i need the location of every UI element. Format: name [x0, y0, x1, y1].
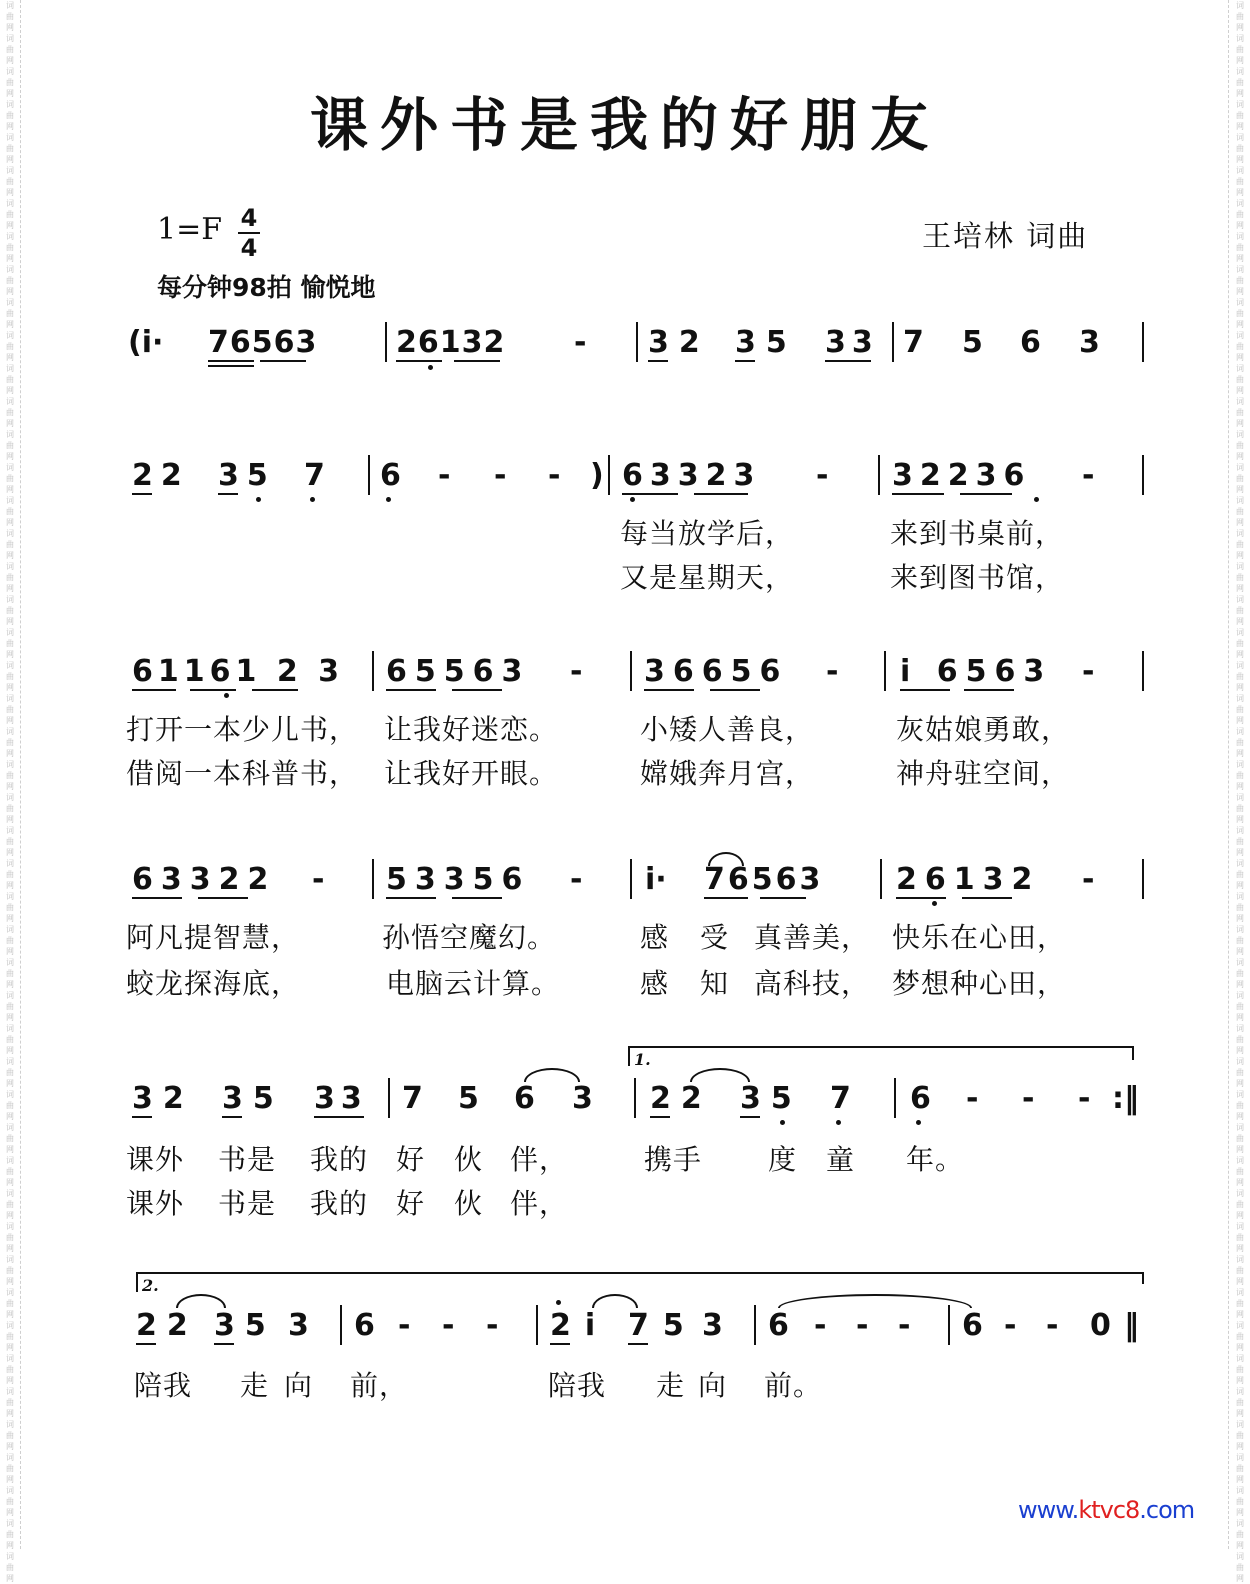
- lyric-v2: 感: [640, 967, 670, 1000]
- underline: [622, 493, 678, 495]
- underline: [132, 897, 182, 899]
- lyric-v1: 每当放学后，: [620, 517, 795, 550]
- note-group: 32: [132, 1081, 194, 1116]
- lyric-v1: 我的: [310, 1143, 369, 1176]
- lyric-v1: 孙悟空魔幻。: [382, 921, 557, 954]
- barline: [892, 322, 894, 362]
- octave-dot: [916, 1120, 921, 1125]
- lyric-v1: 阿凡提智慧，: [126, 921, 301, 954]
- note: 3: [702, 1308, 723, 1343]
- barline: [630, 859, 632, 899]
- octave-dot: [836, 1120, 841, 1125]
- note: 3: [572, 1081, 593, 1116]
- note: 6: [910, 1081, 931, 1116]
- right-border-line: [1228, 0, 1229, 1549]
- lyric-v1: 课外: [126, 1143, 185, 1176]
- song-title: 课外书是我的好朋友: [309, 91, 940, 159]
- lyric-v1: 打开一本少儿书，: [126, 713, 359, 746]
- dash: -: [1082, 654, 1095, 689]
- author-credit: 王培林 词曲: [922, 219, 1089, 253]
- lyric: 走: [656, 1369, 686, 1402]
- note-group: 53356: [386, 862, 531, 897]
- note-group: 35: [222, 1081, 284, 1116]
- note-group: 26132: [896, 862, 1041, 897]
- dash: -: [1022, 1081, 1035, 1116]
- lyric-v1: 感: [640, 921, 670, 954]
- lyric-v2: 我的: [310, 1187, 369, 1220]
- left-watermark: 词曲网词曲网词曲网词曲网词曲网词曲网词曲网词曲网词曲网词曲网词曲网词曲网词曲网词曲网词曲网词曲网词曲网词曲网词曲网词曲网词曲网词曲网词曲网词曲网词曲网词曲网词曲网词曲网词曲网词曲网词曲网词曲网词曲网词曲网词曲网词曲网词曲网词曲网词曲网词曲网词曲网词曲网词曲网词曲网词曲网词曲网词曲网词曲网: [6, 1, 14, 1583]
- lyric: 向: [284, 1369, 314, 1402]
- lyric-v2: 让我好开眼。: [384, 757, 559, 790]
- barline: [368, 455, 370, 495]
- underline: [386, 689, 436, 691]
- dash: -: [548, 458, 561, 493]
- note: 7: [402, 1081, 423, 1116]
- underline: [208, 360, 254, 362]
- lyric-v1: 伙: [454, 1143, 484, 1176]
- lyric: 前，: [350, 1369, 409, 1402]
- dash: -: [1082, 862, 1095, 897]
- octave-dot: [932, 901, 937, 906]
- underline: [252, 689, 298, 691]
- barline: [372, 651, 374, 691]
- lyric-v2: 课外: [126, 1187, 185, 1220]
- left-border-line: [20, 0, 21, 1549]
- note-group: 76563: [704, 862, 824, 897]
- underline: [454, 360, 500, 362]
- first-ending-bracket: [628, 1046, 1134, 1069]
- underline: [628, 1343, 648, 1345]
- note-group: 32236: [892, 458, 1032, 493]
- note-group: 22: [650, 1081, 712, 1116]
- repeat-end-barline: :‖: [1112, 1081, 1139, 1116]
- dash: -: [438, 458, 451, 493]
- dash: -: [826, 654, 839, 689]
- lyric-v1: 携手: [644, 1143, 703, 1176]
- note: 7: [830, 1081, 851, 1116]
- note-group: 35: [740, 1081, 802, 1116]
- dash: -: [816, 458, 829, 493]
- second-ending-label: 2.: [142, 1276, 159, 1295]
- lyric-v1: 小矮人善良，: [640, 713, 815, 746]
- lyric: 向: [698, 1369, 728, 1402]
- note: 6: [380, 458, 401, 493]
- lyric-v2: 嫦娥奔月宫，: [640, 757, 815, 790]
- octave-dot: [386, 497, 391, 502]
- note: 3: [288, 1308, 309, 1343]
- note: 7: [903, 325, 924, 360]
- barline: [1142, 322, 1144, 362]
- site-suffix: .com: [1139, 1496, 1195, 1524]
- underline: [896, 897, 946, 899]
- lyric: 陪我: [548, 1369, 607, 1402]
- barline: [754, 1305, 756, 1345]
- note: 5: [458, 1081, 479, 1116]
- site-watermark: [1018, 1496, 1194, 1524]
- underline: [132, 1116, 152, 1118]
- slur: [708, 852, 744, 866]
- note-group: 63323: [622, 458, 762, 493]
- barline: [636, 322, 638, 362]
- note: 6: [514, 1081, 535, 1116]
- note-group: 22: [136, 1308, 198, 1343]
- lyric-v1: 真善美，: [754, 921, 871, 954]
- dash: -: [898, 1308, 911, 1343]
- note-group: 33: [825, 325, 879, 360]
- note-group: 36656: [644, 654, 789, 689]
- lyric-v2: 伙: [454, 1187, 484, 1220]
- dash: -: [856, 1308, 869, 1343]
- barline: [894, 1078, 896, 1118]
- underline: [208, 365, 254, 367]
- underline: [314, 1116, 364, 1118]
- tempo-marking: 每分钟98拍 愉悦地: [157, 273, 376, 302]
- lyric-v2: 梦想种心田，: [892, 967, 1067, 1000]
- octave-dot: [224, 693, 229, 698]
- dash: -: [312, 862, 325, 897]
- lyric-v2: 神舟驻空间，: [896, 757, 1071, 790]
- underline: [694, 493, 748, 495]
- time-signature-bottom: 4: [240, 234, 258, 262]
- barline: [536, 1305, 538, 1345]
- note: 5: [962, 325, 983, 360]
- lyric-v1: 年。: [906, 1143, 965, 1176]
- barline: [1142, 455, 1144, 495]
- note-group: 22: [132, 458, 190, 493]
- note: 7: [304, 458, 325, 493]
- barline: [385, 322, 387, 362]
- time-signature: [238, 205, 260, 261]
- lyric-v1: 来到书桌前，: [890, 517, 1065, 550]
- note-group: 26132: [396, 325, 506, 360]
- barline: [878, 455, 880, 495]
- dash: -: [814, 1308, 827, 1343]
- dash: -: [1046, 1308, 1059, 1343]
- lyric-v2: 又是星期天，: [620, 561, 795, 594]
- lyric-v1: 快乐在心田，: [892, 921, 1067, 954]
- underline: [396, 360, 442, 362]
- note-group: 33: [314, 1081, 368, 1116]
- octave-dot: [310, 497, 315, 502]
- note-group: 76563: [208, 325, 318, 360]
- dash: -: [486, 1308, 499, 1343]
- underline: [550, 1343, 570, 1345]
- note-group: 35: [735, 325, 797, 360]
- note: i·: [645, 862, 667, 897]
- note-group: 61161 2 3: [132, 654, 345, 689]
- lyric-v2: 好: [396, 1187, 426, 1220]
- underline: [740, 1116, 760, 1118]
- dash: -: [494, 458, 507, 493]
- underline: [710, 689, 760, 691]
- right-watermark: 词曲网词曲网词曲网词曲网词曲网词曲网词曲网词曲网词曲网词曲网词曲网词曲网词曲网词曲网词曲网词曲网词曲网词曲网词曲网词曲网词曲网词曲网词曲网词曲网词曲网词曲网词曲网词曲网词曲网词曲网词曲网词曲网词曲网词曲网词曲网词曲网词曲网词曲网词曲网词曲网词曲网词曲网词曲网词曲网词曲网词曲网词曲网词曲网: [1236, 1, 1244, 1583]
- note-group: 35: [218, 458, 276, 493]
- note-group: i 6563: [900, 654, 1053, 689]
- note-group: 32: [648, 325, 710, 360]
- underline: [452, 897, 502, 899]
- note: 6: [962, 1308, 983, 1343]
- dash: -: [398, 1308, 411, 1343]
- underline: [136, 1343, 156, 1345]
- site-prefix: www.: [1018, 1496, 1079, 1524]
- underline: [962, 897, 1012, 899]
- rest: 0: [1090, 1308, 1111, 1343]
- slur: [690, 1068, 750, 1082]
- lyric-v1: 灰姑娘勇敢，: [896, 713, 1071, 746]
- dash: -: [966, 1081, 979, 1116]
- note: 3: [1079, 325, 1100, 360]
- slur: [176, 1294, 226, 1308]
- underline: [132, 689, 176, 691]
- underline: [198, 897, 248, 899]
- underline: [190, 689, 236, 691]
- octave-dot: [556, 1300, 561, 1305]
- note: 6: [354, 1308, 375, 1343]
- final-barline: ‖: [1124, 1308, 1139, 1343]
- lyric-v1: 度: [768, 1143, 798, 1176]
- note-group: 63322: [132, 862, 277, 897]
- lyric-v1: 让我好迷恋。: [384, 713, 559, 746]
- second-ending-end: [1142, 1272, 1144, 1284]
- dash: -: [570, 654, 583, 689]
- dash: -: [1078, 1081, 1091, 1116]
- lyric-v2: 借阅一本科普书，: [126, 757, 359, 790]
- lyric: 陪我: [134, 1369, 193, 1402]
- note: 6: [768, 1308, 789, 1343]
- lyric-v2: 知: [700, 967, 730, 1000]
- dash: -: [570, 862, 583, 897]
- lyric-v2: 蛟龙探海底，: [126, 967, 301, 1000]
- slur: [524, 1068, 580, 1082]
- barline: [634, 1078, 636, 1118]
- underline: [760, 897, 806, 899]
- site-name: ktvc8: [1078, 1496, 1140, 1524]
- underline: [825, 360, 871, 362]
- underline: [704, 897, 748, 899]
- lyric-v2: 伴，: [510, 1187, 569, 1220]
- lyric-v1: 伴，: [510, 1143, 569, 1176]
- note: 6: [1020, 325, 1041, 360]
- dash: -: [1004, 1308, 1017, 1343]
- lyric-v1: 好: [396, 1143, 426, 1176]
- dash: -: [574, 325, 587, 360]
- octave-dot: [1034, 497, 1039, 502]
- underline: [964, 689, 1014, 691]
- underline: [644, 689, 694, 691]
- underline: [900, 689, 950, 691]
- tie: [778, 1294, 972, 1308]
- lyric: 前。: [764, 1369, 823, 1402]
- barline: [1142, 651, 1144, 691]
- lyric-v2: 高科技，: [754, 967, 871, 1000]
- barline: [630, 651, 632, 691]
- underline: [214, 1343, 234, 1345]
- lyric-v1: 童: [826, 1143, 856, 1176]
- lyric-v1: 受: [700, 921, 730, 954]
- underline: [650, 1116, 670, 1118]
- lyric-v2: 来到图书馆，: [890, 561, 1065, 594]
- octave-dot: [630, 497, 635, 502]
- underline: [222, 1116, 242, 1118]
- note-group: 35: [214, 1308, 276, 1343]
- underline: [960, 493, 1012, 495]
- barline: [608, 455, 610, 495]
- underline: [260, 360, 306, 362]
- underline: [386, 897, 436, 899]
- octave-dot: [428, 365, 433, 370]
- underline: [452, 689, 502, 691]
- lyric-v1: 书是: [218, 1143, 277, 1176]
- first-ending-label: 1.: [634, 1050, 651, 1069]
- note-group: 65563: [386, 654, 531, 689]
- barline: [1142, 859, 1144, 899]
- underline: [648, 360, 668, 362]
- underline: [132, 493, 152, 495]
- first-ending-end: [1132, 1046, 1134, 1060]
- barline: [372, 859, 374, 899]
- barline: [388, 1078, 390, 1118]
- dash: -: [442, 1308, 455, 1343]
- underline: [892, 493, 944, 495]
- lyric-v2: 书是: [218, 1187, 277, 1220]
- time-signature-top: 4: [240, 204, 258, 232]
- barline: [884, 651, 886, 691]
- key-signature: 1=F: [157, 212, 223, 247]
- note-group: 2i: [550, 1308, 610, 1343]
- note-group: 75: [628, 1308, 698, 1343]
- barline: [880, 859, 882, 899]
- slur: [592, 1294, 638, 1308]
- underline: [218, 493, 238, 495]
- lyric-v2: 电脑云计算。: [386, 967, 561, 1000]
- barline: [948, 1305, 950, 1345]
- note-group: (i·: [128, 325, 164, 360]
- second-ending-bracket: [136, 1272, 1144, 1295]
- dash: -: [1082, 458, 1095, 493]
- lyric: 走: [240, 1369, 270, 1402]
- octave-dot: [256, 497, 261, 502]
- underline: [735, 360, 755, 362]
- close-paren: ): [590, 458, 604, 493]
- barline: [340, 1305, 342, 1345]
- octave-dot: [780, 1120, 785, 1125]
